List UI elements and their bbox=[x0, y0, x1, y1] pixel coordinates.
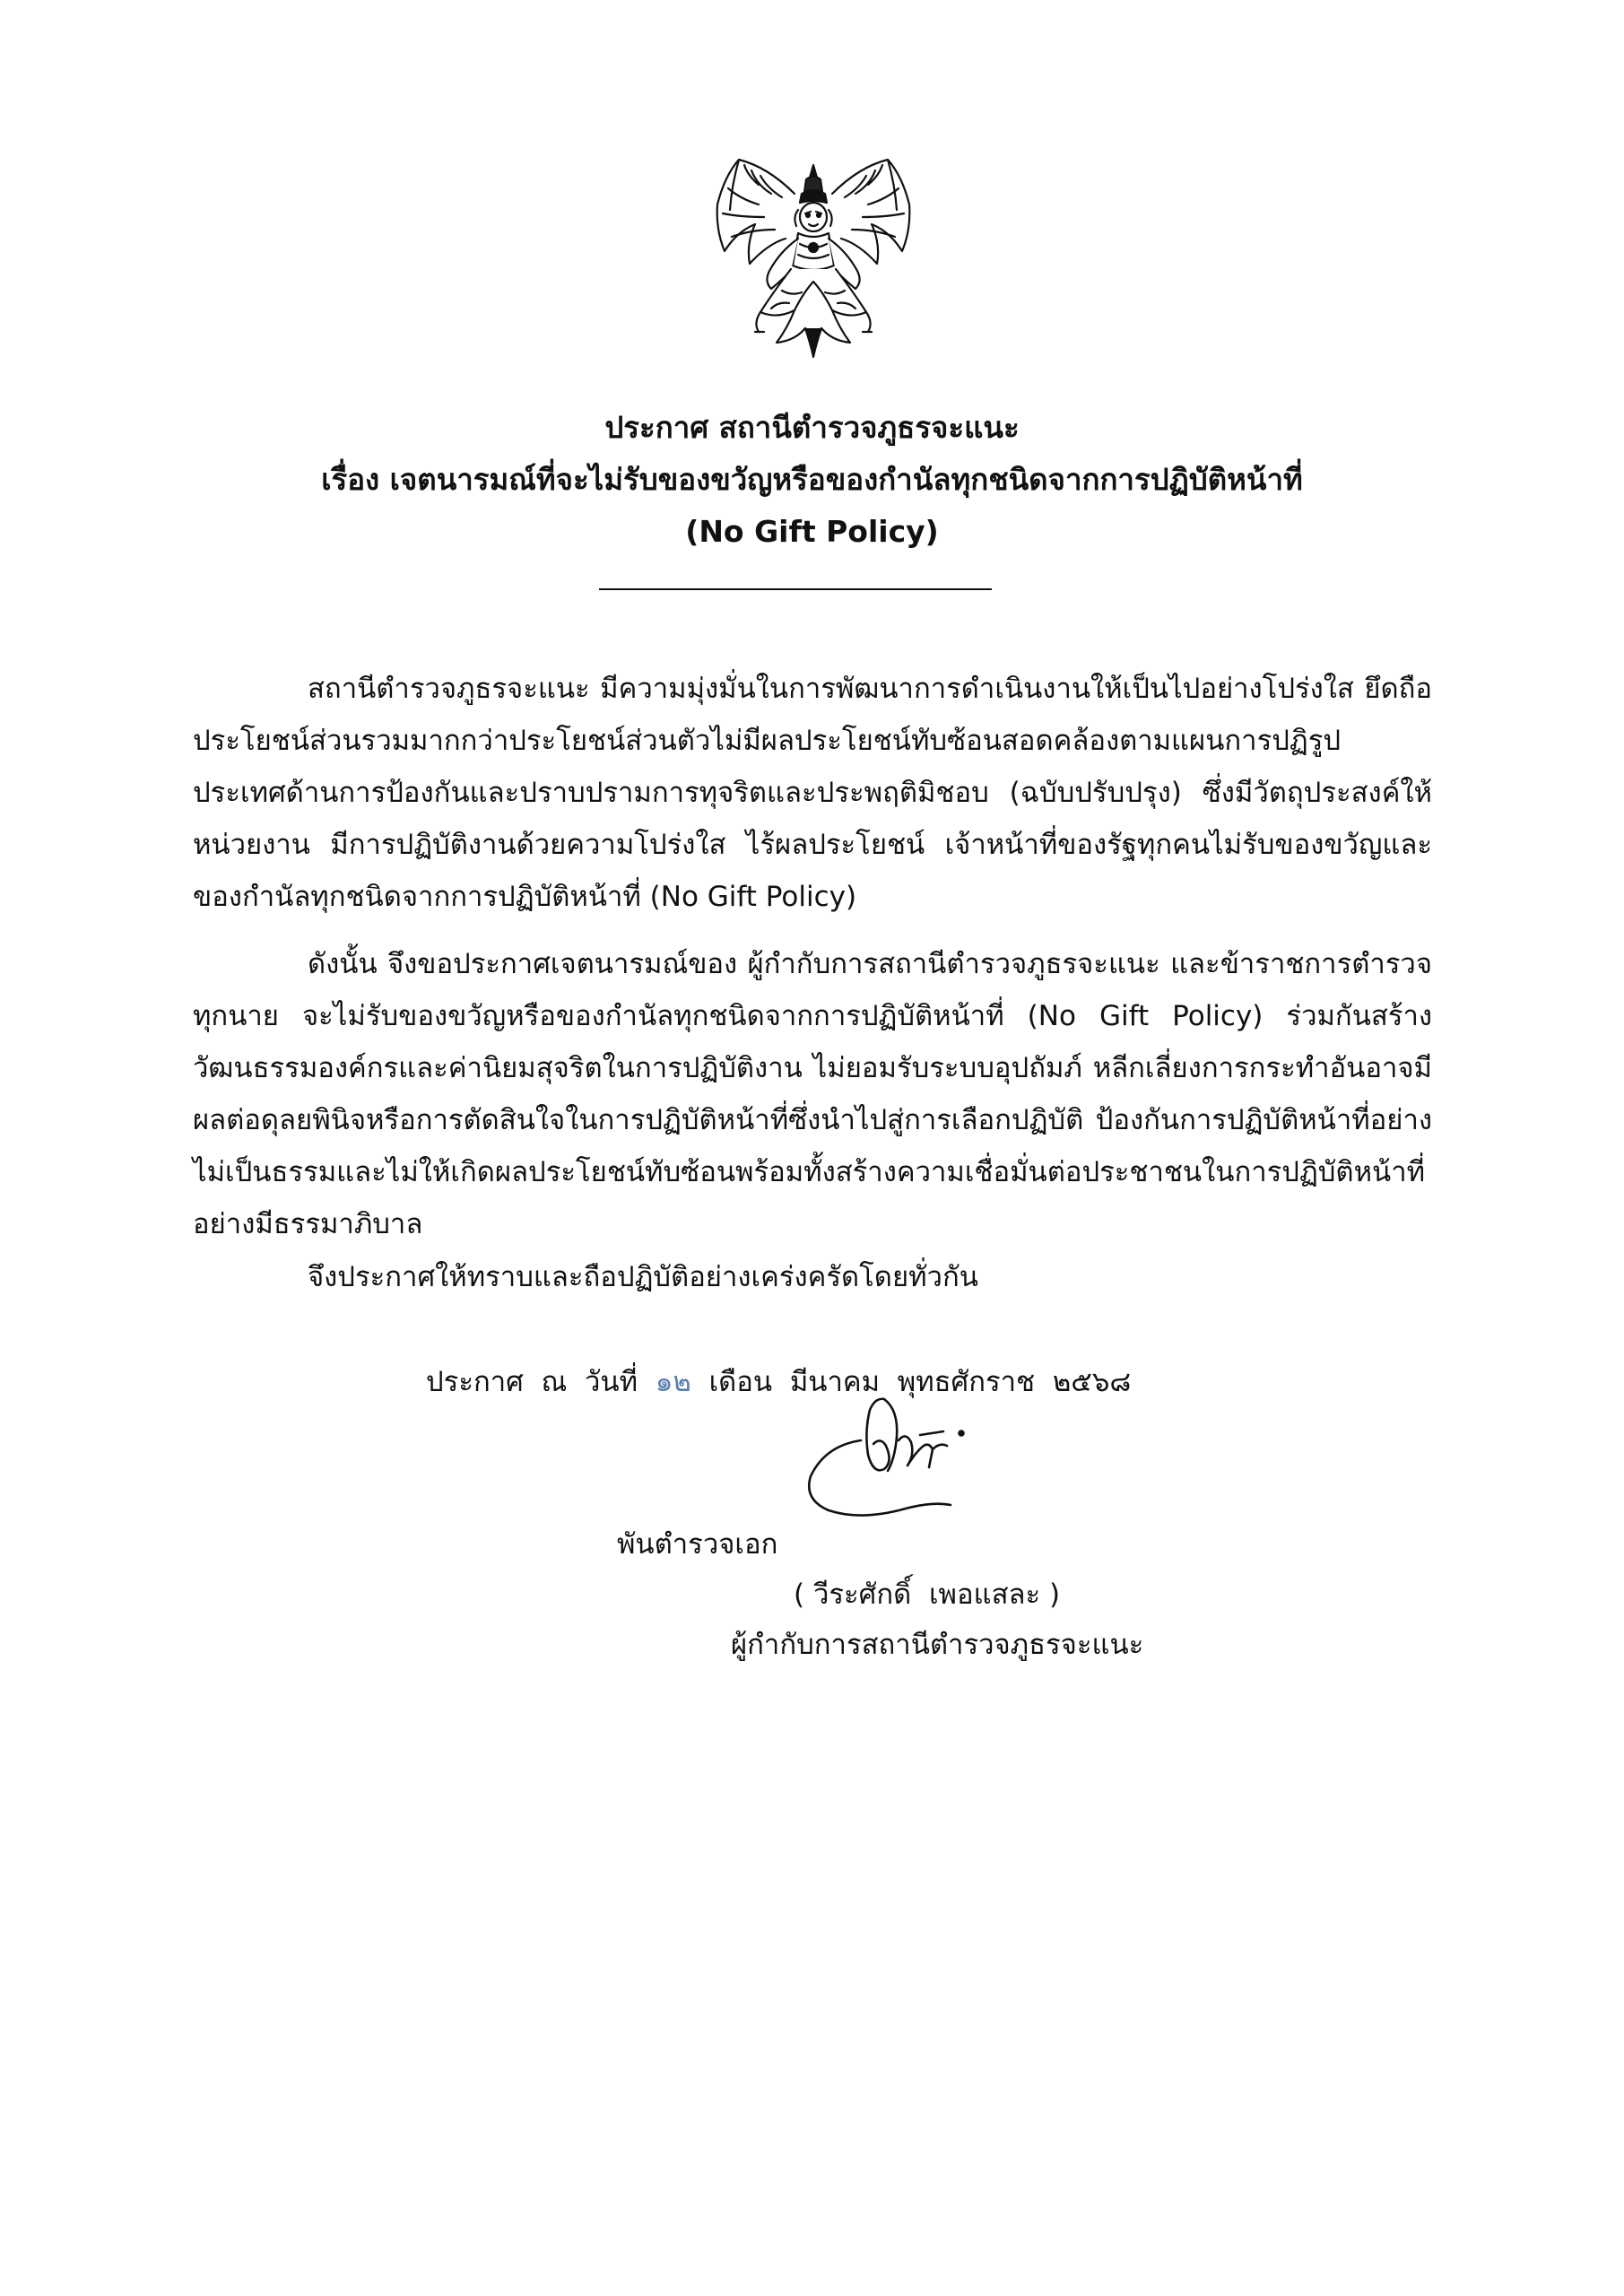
body-paragraph-1: สถานีตำรวจภูธรจะแนะ มีความมุ่งมั่นในการพัฒนาการดำเนินงานให้เป็นไปอย่างโปร่งใส ยึดถือประโยชน์ส่วนรวมมากกว่าประโยชน์ส่วนตัวไม่มีผลประโยชน์ทับซ้อนสอดคล้องตามแผนการปฏิรูปประเทศด้านการป้องกันและปราบปรามการทุจริตและประพฤติมิชอบ (ฉบับปรับปรุง) ซึ่งมีวัตถุประสงค์ให้หน่วยงาน มีการปฏิบัติงานด้วยความโปร่งใส ไร้ผลประโยชน์ เจ้าหน้าที่ของรัฐทุกคนไม่รับของขวัญและของกำนัลทุกชนิดจากการปฏิบัติหน้าที่ (No Gift Policy) bbox=[193, 673, 1432, 913]
body-paragraph-3: จึงประกาศให้ทราบและถือปฏิบัติอย่างเคร่งครัดโดยทั่วกัน bbox=[308, 1261, 978, 1293]
announcement-policy-name: (No Gift Policy) bbox=[685, 514, 939, 549]
handwritten-signature bbox=[798, 1396, 1004, 1521]
header-divider bbox=[599, 588, 992, 590]
date-month: มีนาคม bbox=[789, 1366, 881, 1398]
announcement-title: ประกาศ สถานีตำรวจภูธรจะแนะ bbox=[604, 410, 1020, 445]
signer-rank: พันตำรวจเอก bbox=[617, 1528, 778, 1561]
date-day: ๑๒ bbox=[655, 1366, 691, 1398]
garuda-emblem-icon bbox=[705, 158, 922, 362]
announcement-date bbox=[426, 1356, 1131, 1408]
date-prefix: ประกาศ ณ วันที่ bbox=[426, 1366, 656, 1398]
date-month-label: เดือน bbox=[690, 1366, 790, 1398]
announcement-subject: เรื่อง เจตนารมณ์ที่จะไม่รับของขวัญหรือของกำนัลทุกชนิดจากการปฏิบัติหน้าที่ bbox=[321, 462, 1303, 497]
date-year: ๒๕๖๘ bbox=[1052, 1366, 1132, 1398]
signer-name: ( วีระศักดิ์ เพอแสละ ) bbox=[794, 1578, 1061, 1611]
body-paragraph-2: ดังนั้น จึงขอประกาศเจตนารมณ์ของ ผู้กำกับการสถานีตำรวจภูธรจะแนะ และข้าราชการตำรวจทุกนาย จะไม่รับของขวัญหรือของกำนัลทุกชนิดจากการปฏิบัติหน้าที่ (No Gift Policy) ร่วมกันสร้างวัฒนธรรมองค์กรและค่านิยมสุจริตในการปฏิบัติงาน ไม่ยอมรับระบบอุปถัมภ์ หลีกเลี่ยงการกระทำอันอาจมีผลต่อดุลยพินิจหรือการตัดสินใจในการปฏิบัติหน้าที่ซึ่งนำไปสู่การเลือกปฏิบัติ ป้องกันการปฏิบัติหน้าที่อย่างไม่เป็นธรรมและไม่ให้เกิดผลประโยชน์ทับซ้อนพร้อมทั้งสร้างความเชื่อมั่นต่อประชาชนในการปฏิบัติหน้าที่อย่างมีธรรมาภิบาล bbox=[193, 948, 1432, 1240]
signer-title: ผู้กำกับการสถานีตำรวจภูธรจะแนะ bbox=[731, 1629, 1144, 1661]
date-year-label: พุทธศักราช bbox=[880, 1366, 1053, 1398]
